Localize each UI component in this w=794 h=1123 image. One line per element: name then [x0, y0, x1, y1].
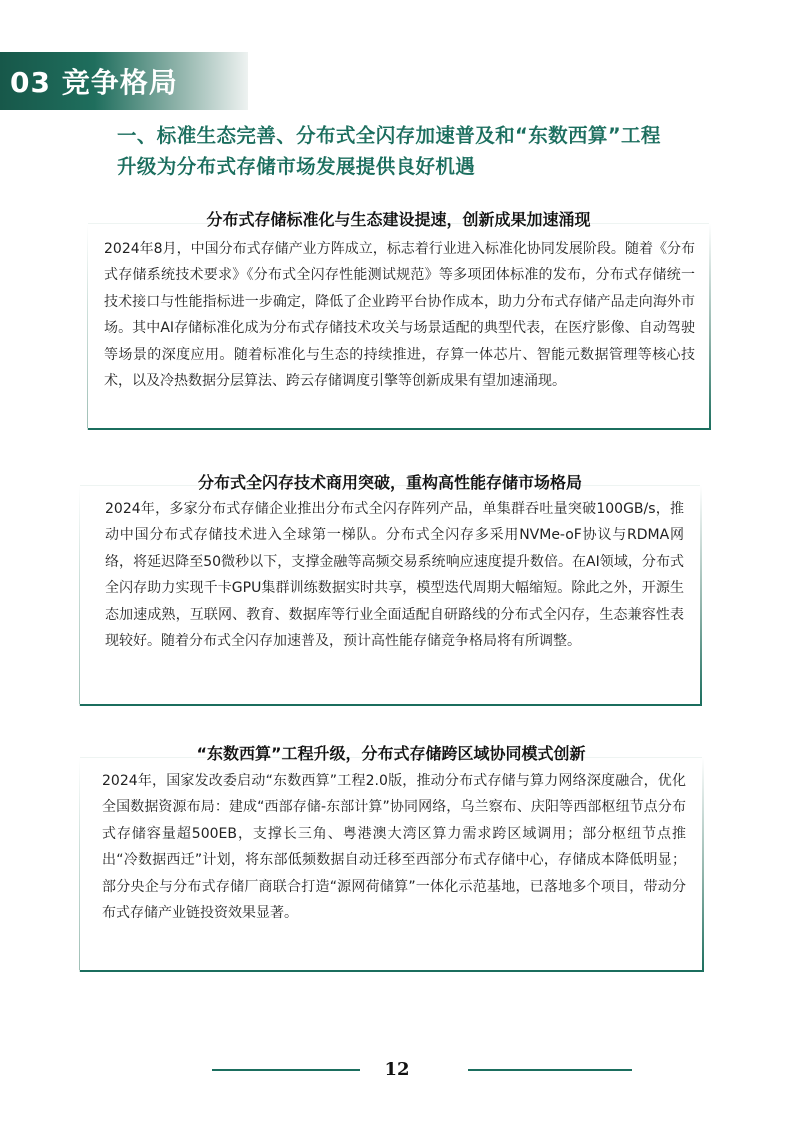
content-card-east-data-west-compute — [80, 744, 702, 972]
footer-divider-left — [212, 1069, 360, 1071]
main-heading — [117, 120, 717, 182]
section-banner — [0, 52, 248, 110]
section-title: 03 竞争格局 — [10, 66, 178, 99]
card-title: 分布式全闪存技术商用突破，重构高性能存储市场格局 — [197, 473, 582, 492]
content-card-standardization — [88, 210, 709, 430]
card-body: 2024年，多家分布式存储企业推出分布式全闪存阵列产品，单集群吞吐量突破100GB/s，推动中国分布式存储技术进入全球第一梯队。分布式全闪存多采用NVMe-oF协议与RDMA网络，将延迟降至50微秒以下，支撑金融等高频交易系统响应速度提升数倍。在AI领域，分布式全闪存助力实现千卡GPU集群训练数据实时共享，模型迭代周期大幅缩短。除此之外，开源生态加速成熟，互联网、教育、数据库等行业全面适配自研路线的分布式全闪存，生态兼容性表现较好。随着分布式全闪存加速普及，预计高性能存储竞争格局将有所调整。 — [105, 501, 684, 650]
main-heading-line-2: 升级为分布式存储市场发展提供良好机遇 — [117, 155, 476, 178]
card-title: “东数西算”工程升级，分布式存储跨区域协同模式创新 — [196, 744, 586, 763]
content-card-all-flash — [80, 473, 700, 706]
page-number: 12 — [384, 1059, 410, 1080]
main-heading-line-1: 一、标准生态完善、分布式全闪存加速普及和“东数西算”工程 — [117, 124, 661, 147]
card-body: 2024年，国家发改委启动“东数西算”工程2.0版，推动分布式存储与算力网络深度融合，优化全国数据资源布局：建成“西部存储-东部计算”协同网络，乌兰察布、庆阳等西部枢纽节点分布式存储容量超500EB，支撑长三角、粤港澳大湾区算力需求跨区域调用；部分枢纽节点推出“冷数据西迁”计划，将东部低频数据自动迁移至西部分布式存储中心，存储成本降低明显；部分央企与分布式存储厂商联合打造“源网荷储算”一体化示范基地，已落地多个项目，带动分布式存储产业链投资效果显著。 — [102, 773, 686, 922]
footer-divider-right — [468, 1069, 632, 1071]
card-title: 分布式存储标准化与生态建设提速，创新成果加速涌现 — [206, 210, 591, 229]
card-body: 2024年8月，中国分布式存储产业方阵成立，标志着行业进入标准化协同发展阶段。随着《分布式存储系统技术要求》《分布式全闪存性能测试规范》等多项团体标准的发布，分布式存储统一技术接口与性能指标进一步确定，降低了企业跨平台协作成本，助力分布式存储产品走向海外市场。其中AI存储标准化成为分布式存储技术攻关与场景适配的典型代表，在医疗影像、自动驾驶等场景的深度应用。随着标准化与生态的持续推进，存算一体芯片、智能元数据管理等核心技术，以及冷热数据分层算法、跨云存储调度引擎等创新成果有望加速涌现。 — [104, 241, 695, 390]
